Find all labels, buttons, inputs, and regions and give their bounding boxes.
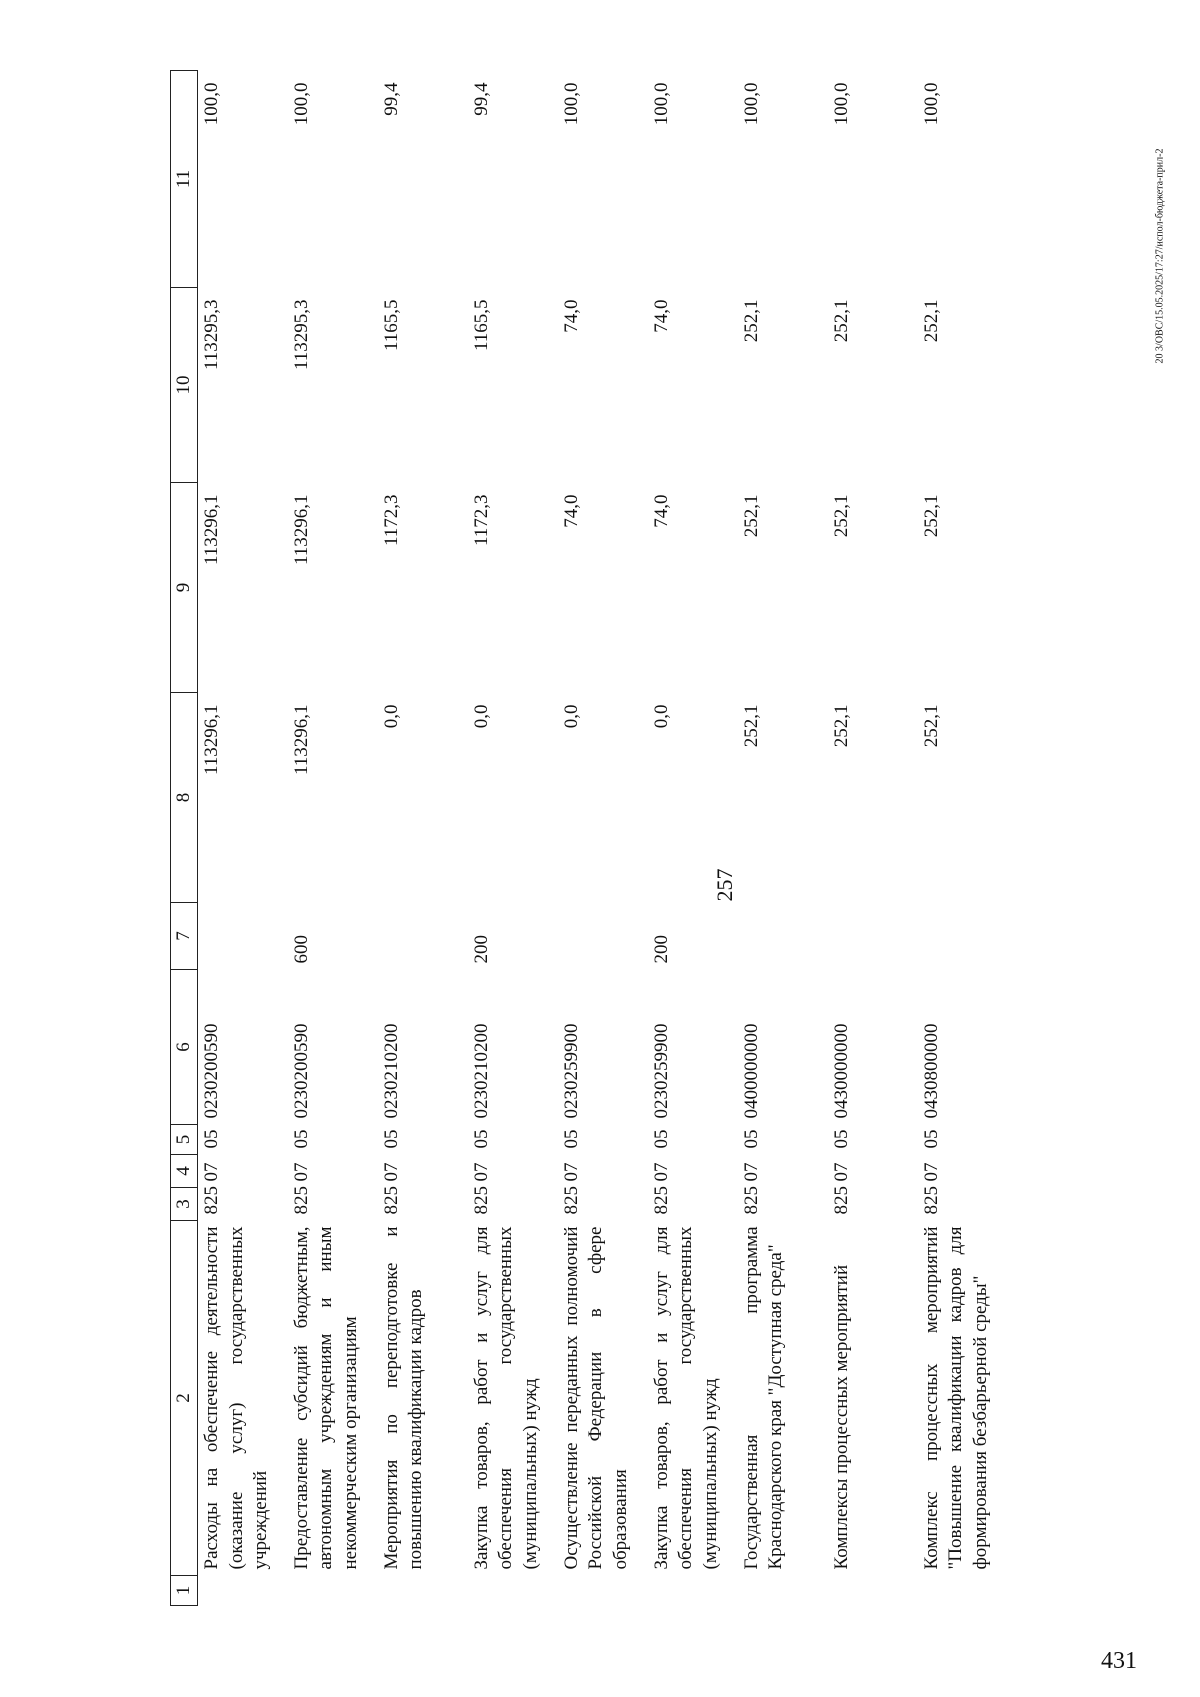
row-index-cell (198, 1576, 288, 1606)
header-cell-6: 6 (171, 970, 198, 1125)
section-code-cell: 07 (740, 1162, 762, 1182)
subsection-code-cell: 05 (560, 1129, 582, 1149)
section-code-cell: 07 (380, 1162, 402, 1182)
page-number: 257 (712, 868, 737, 902)
percent-cell: 100,0 (201, 82, 222, 126)
approved-amount-cell: 113296,1 (201, 704, 222, 776)
target-article-cell: 0230210200 (470, 1023, 492, 1119)
subsection-code-cell: 05 (290, 1129, 312, 1149)
expense-name-cell: Предоставление субсидий бюджетным, автономным учреждениям и иным некоммерческим организациям (290, 1226, 361, 1570)
table-row (828, 71, 918, 1606)
planned-amount-cell: 1172,3 (470, 494, 492, 547)
planned-amount-cell: 252,1 (740, 494, 762, 538)
subsection-code-cell: 05 (470, 1129, 492, 1149)
expense-type-cell (378, 903, 468, 970)
header-cell-9: 9 (171, 483, 198, 693)
approved-amount-cell: 252,1 (740, 704, 762, 748)
executed-amount-cell: 74,0 (560, 299, 582, 333)
header-cell-10: 10 (171, 288, 198, 483)
section-code-cell: 07 (470, 1162, 492, 1182)
table-row (648, 71, 738, 1606)
header-cell-4: 4 (171, 1155, 198, 1188)
expense-name-cell: Осуществление переданных полномочий Российской Федерации в сфере образования (560, 1226, 631, 1570)
approved-amount-cell: 252,1 (830, 704, 852, 748)
header-cell-11: 11 (171, 71, 198, 288)
row-index-cell (828, 1576, 918, 1606)
executed-amount-cell: 252,1 (920, 299, 942, 343)
ministry-code-cell: 825 (380, 1186, 402, 1215)
ministry-code-cell: 825 (201, 1186, 222, 1215)
subsection-code-cell: 05 (650, 1129, 672, 1149)
approved-amount-cell: 0,0 (560, 704, 582, 729)
target-article-cell: 0430800000 (920, 1023, 942, 1119)
expense-type-cell: 200 (470, 935, 492, 964)
header-cell-8: 8 (171, 693, 198, 903)
section-code-cell: 07 (201, 1162, 222, 1182)
executed-amount-cell: 1165,5 (470, 299, 492, 352)
percent-cell: 99,4 (470, 82, 492, 116)
planned-amount-cell: 252,1 (830, 494, 852, 538)
expense-name-cell: Расходы на обеспечение деятельности (оказание услуг) государственных учреждений (201, 1226, 272, 1570)
subsection-code-cell: 05 (380, 1129, 402, 1149)
expense-name-cell: Закупка товаров, работ и услуг для обеспечения государственных (муниципальных) нужд (650, 1226, 721, 1570)
section-code-cell: 07 (560, 1162, 582, 1182)
ministry-code-cell: 825 (740, 1186, 762, 1215)
planned-amount-cell: 74,0 (560, 494, 582, 528)
executed-amount-cell: 1165,5 (380, 299, 402, 352)
target-article-cell: 0230259900 (650, 1023, 672, 1119)
target-article-cell: 0230210200 (380, 1023, 402, 1119)
planned-amount-cell: 74,0 (650, 494, 672, 528)
subsection-code-cell: 05 (740, 1129, 762, 1149)
percent-cell: 100,0 (290, 82, 312, 126)
table-row (468, 71, 558, 1606)
document-number: 431 (1101, 1648, 1137, 1674)
approved-amount-cell: 113296,1 (290, 704, 312, 776)
header-cell-7: 7 (171, 903, 198, 970)
target-article-cell: 0230200590 (201, 1023, 222, 1119)
ministry-code-cell: 825 (830, 1186, 852, 1215)
header-cell-1: 1 (171, 1576, 198, 1606)
target-article-cell: 0400000000 (740, 1023, 762, 1119)
row-index-cell (468, 1576, 558, 1606)
subsection-code-cell: 05 (920, 1129, 942, 1149)
section-code-cell: 07 (920, 1162, 942, 1182)
planned-amount-cell: 1172,3 (380, 494, 402, 547)
row-index-cell (918, 1576, 1008, 1606)
executed-amount-cell: 74,0 (650, 299, 672, 333)
executed-amount-cell: 113295,3 (201, 299, 222, 371)
executed-amount-cell: 252,1 (830, 299, 852, 343)
planned-amount-cell: 113296,1 (290, 494, 312, 566)
expense-name-cell: Государственная программа Краснодарского края "Доступная среда" (740, 1226, 787, 1570)
subsection-code-cell: 05 (201, 1129, 222, 1149)
target-article-cell: 0230200590 (290, 1023, 312, 1119)
row-index-cell (738, 1576, 828, 1606)
percent-cell: 99,4 (380, 82, 402, 116)
expense-type-cell (198, 903, 288, 970)
table-row (378, 71, 468, 1606)
percent-cell: 100,0 (830, 82, 852, 126)
ministry-code-cell: 825 (290, 1186, 312, 1215)
row-index-cell (288, 1576, 378, 1606)
expense-type-cell (918, 903, 1008, 970)
table-row (288, 71, 378, 1606)
percent-cell: 100,0 (920, 82, 942, 126)
approved-amount-cell: 252,1 (920, 704, 942, 748)
target-article-cell: 0430000000 (830, 1023, 852, 1119)
percent-cell: 100,0 (740, 82, 762, 126)
header-cell-3: 3 (171, 1188, 198, 1221)
planned-amount-cell: 252,1 (920, 494, 942, 538)
table-row (738, 71, 828, 1606)
section-code-cell: 07 (830, 1162, 852, 1182)
ministry-code-cell: 825 (650, 1186, 672, 1215)
section-code-cell: 07 (650, 1162, 672, 1182)
ministry-code-cell: 825 (560, 1186, 582, 1215)
executed-amount-cell: 113295,3 (290, 299, 312, 371)
header-cell-2: 2 (171, 1221, 198, 1576)
budget-table (170, 70, 1008, 1606)
expense-name-cell: Комплексы процессных мероприятий (830, 1264, 852, 1570)
subsection-code-cell: 05 (830, 1129, 852, 1149)
row-index-cell (558, 1576, 648, 1606)
row-index-cell (378, 1576, 468, 1606)
percent-cell: 100,0 (650, 82, 672, 126)
planned-amount-cell: 113296,1 (201, 494, 222, 566)
table-row (558, 71, 648, 1606)
executed-amount-cell: 252,1 (740, 299, 762, 343)
expense-type-cell: 600 (290, 935, 312, 964)
expense-type-cell (828, 903, 918, 970)
ministry-code-cell: 825 (470, 1186, 492, 1215)
table-row (198, 71, 288, 1606)
footer-code: 20 3/ОВС/15.05.2025/17:27/испол-бюджета-прил-2 (1154, 148, 1166, 364)
table-row (918, 71, 1008, 1606)
row-index-cell (648, 1576, 738, 1606)
section-code-cell: 07 (290, 1162, 312, 1182)
expense-name-cell: Закупка товаров, работ и услуг для обеспечения государственных (муниципальных) нужд (470, 1226, 541, 1570)
expense-type-cell (738, 903, 828, 970)
ministry-code-cell: 825 (920, 1186, 942, 1215)
target-article-cell: 0230259900 (560, 1023, 582, 1119)
percent-cell: 100,0 (560, 82, 582, 126)
approved-amount-cell: 0,0 (380, 704, 402, 729)
expense-name-cell: Мероприятия по переподготовке и повышению квалификации кадров (380, 1226, 427, 1570)
rotated-table-container (170, 71, 991, 1606)
header-cell-5: 5 (171, 1125, 198, 1155)
expense-type-cell: 200 (650, 935, 672, 964)
expense-type-cell (558, 903, 648, 970)
approved-amount-cell: 0,0 (470, 704, 492, 729)
expense-name-cell: Комплекс процессных мероприятий "Повышение квалификации кадров для формирования безбарьерной среды" (920, 1226, 991, 1570)
approved-amount-cell: 0,0 (650, 704, 672, 729)
header-row (171, 71, 198, 1606)
